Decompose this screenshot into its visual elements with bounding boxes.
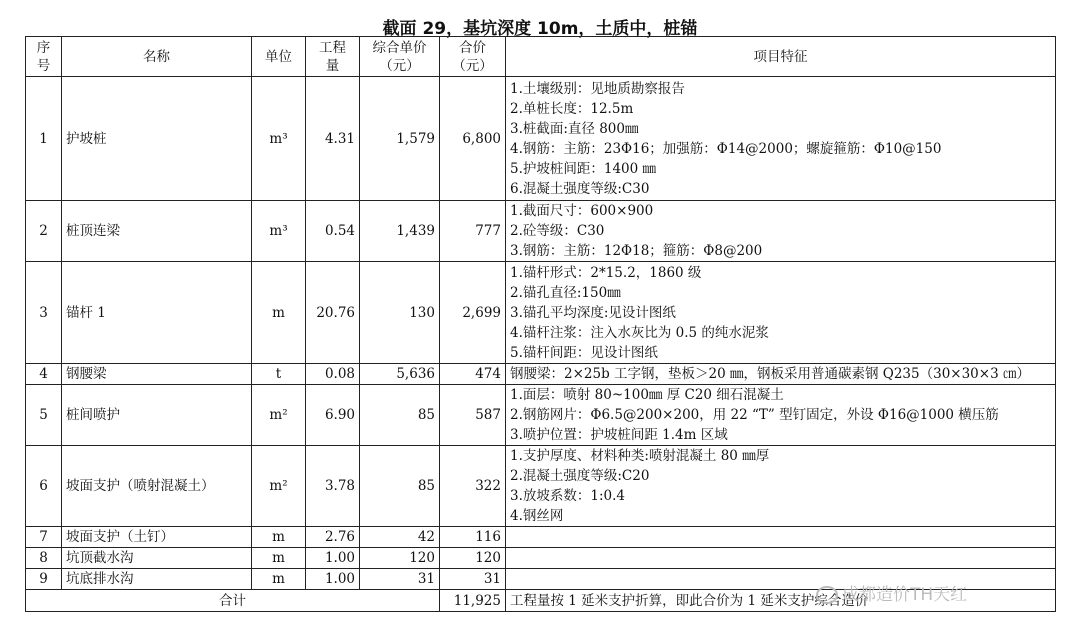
cell-seq: 3 [26, 262, 62, 364]
cell-total: 777 [440, 201, 506, 262]
cell-seq: 8 [26, 548, 62, 569]
cell-feature [506, 201, 1056, 262]
cell-unit: t [252, 364, 306, 385]
header-price: 综合单价 （元） [360, 37, 440, 77]
cell-unit: m³ [252, 201, 306, 262]
cell-qty: 2.76 [306, 527, 360, 548]
table-row [26, 201, 1056, 262]
cell-unit: m [252, 262, 306, 364]
cell-seq: 6 [26, 446, 62, 527]
summary-note: 工程量按 1 延米支护折算，即此合价为 1 延米支护综合造价 [506, 590, 1056, 612]
cell-qty: 20.76 [306, 262, 360, 364]
cell-price: 85 [360, 446, 440, 527]
feature-line: 6.混凝土强度等级:C30 [510, 180, 650, 197]
feature-line: 2.单桩长度：12.5m [510, 100, 634, 117]
cell-qty: 3.78 [306, 446, 360, 527]
summary-total: 11,925 [440, 590, 506, 612]
feature-line: 1.土壤级别：见地质勘察报告 [510, 80, 685, 97]
table-row [26, 262, 1056, 364]
cell-seq: 9 [26, 569, 62, 590]
cell-total: 120 [440, 548, 506, 569]
feature-line: 1.截面尺寸：600×900 [510, 203, 654, 219]
cell-total: 6,800 [440, 77, 506, 201]
feature-line: 5.锚杆间距：见设计图纸 [510, 344, 658, 361]
table-row [26, 446, 1056, 527]
feature-line: 4.锚杆注浆：注入水灰比为 0.5 的纯水泥浆 [510, 324, 769, 341]
cell-feature [506, 527, 1056, 548]
watermark [816, 580, 967, 605]
cell-price: 1,439 [360, 201, 440, 262]
cell-qty: 0.08 [306, 364, 360, 385]
cell-feature [506, 548, 1056, 569]
cell-unit: m [252, 527, 306, 548]
cell-price: 120 [360, 548, 440, 569]
cell-qty: 1.00 [306, 548, 360, 569]
cell-price: 85 [360, 385, 440, 446]
table-row [26, 527, 1056, 548]
cost-table [25, 36, 1056, 612]
cell-price: 42 [360, 527, 440, 548]
table-row [26, 364, 1056, 385]
cell-total: 587 [440, 385, 506, 446]
cell-unit: m [252, 569, 306, 590]
cell-name: 坡面支护（喷射混凝土） [62, 446, 252, 527]
cell-qty: 4.31 [306, 77, 360, 201]
cell-feature [506, 77, 1056, 201]
table-row [26, 77, 1056, 201]
table-row [26, 385, 1056, 446]
cell-total: 474 [440, 364, 506, 385]
header-name: 名称 [62, 37, 252, 77]
header-qty: 工程 量 [306, 37, 360, 77]
table-row [26, 548, 1056, 569]
cell-name: 坡面支护（土钉） [62, 527, 252, 548]
feature-line: 1.锚杆形式：2*15.2，1860 级 [510, 264, 702, 281]
cell-qty: 6.90 [306, 385, 360, 446]
cell-total: 31 [440, 569, 506, 590]
cell-price: 31 [360, 569, 440, 590]
cell-feature [506, 364, 1056, 385]
cell-feature [506, 385, 1056, 446]
cell-feature [506, 569, 1056, 590]
feature-line: 3.锚孔平均深度:见设计图纸 [510, 304, 676, 321]
cell-name: 坑顶截水沟 [62, 548, 252, 569]
feature-line: 4.钢丝网 [510, 508, 564, 524]
cell-price: 1,579 [360, 77, 440, 201]
feature-line: 4.钢筋：主筋：23Φ16；加强筋：Φ14@2000；螺旋箍筋：Φ10@150 [510, 140, 942, 157]
cell-name: 坑底排水沟 [62, 569, 252, 590]
feature-line: 5.护坡桩间距：1400 ㎜ [510, 160, 657, 177]
feature-line: 3.桩截面:直径 800㎜ [510, 120, 639, 137]
feature-line: 2.钢筋网片：Φ6.5@200×200，用 22 “T” 型钉固定，外设 Φ16@1000 横压筋 [510, 407, 999, 423]
cell-seq: 2 [26, 201, 62, 262]
cell-seq: 7 [26, 527, 62, 548]
header-seq: 序 号 [26, 37, 62, 77]
document-title: 截面 29，基坑深度 10m，土质中，桩锚 [382, 19, 698, 39]
wechat-icon [816, 586, 838, 604]
feature-line: 1.支护厚度、材料种类:喷射混凝土 80 ㎜厚 [510, 448, 770, 464]
cell-name: 锚杆 1 [62, 262, 252, 364]
cell-unit: m [252, 548, 306, 569]
feature-line: 3.放坡系数：1:0.4 [510, 488, 625, 504]
cell-unit: m³ [252, 77, 306, 201]
cell-seq: 5 [26, 385, 62, 446]
cell-total: 2,699 [440, 262, 506, 364]
cell-unit: m² [252, 385, 306, 446]
cell-total: 322 [440, 446, 506, 527]
feature-line: 1.面层：喷射 80~100㎜ 厚 C20 细石混凝土 [510, 387, 784, 403]
cell-name: 钢腰梁 [62, 364, 252, 385]
feature-line: 3.喷护位置：护坡桩间距 1.4m 区域 [510, 427, 728, 443]
header-unit: 单位 [252, 37, 306, 77]
cell-total: 116 [440, 527, 506, 548]
cell-feature [506, 446, 1056, 527]
feature-line: 钢腰梁：2×25b 工字钢，垫板＞20 ㎜，钢板采用普通碳素钢 Q235（30×30×3 ㎝） [510, 366, 1030, 382]
cell-qty: 0.54 [306, 201, 360, 262]
cell-seq: 4 [26, 364, 62, 385]
feature-line: 3.钢筋：主筋：12Φ18；箍筋：Φ8@200 [510, 243, 763, 259]
cell-name: 桩间喷护 [62, 385, 252, 446]
feature-line: 2.锚孔直径:150㎜ [510, 284, 621, 301]
feature-line: 2.砼等级：C30 [510, 223, 605, 239]
cell-unit: m² [252, 446, 306, 527]
header-feature: 项目特征 [506, 37, 1056, 77]
cell-qty: 1.00 [306, 569, 360, 590]
cell-name: 桩顶连梁 [62, 201, 252, 262]
cell-seq: 1 [26, 77, 62, 201]
cell-feature [506, 262, 1056, 364]
feature-line: 2.混凝土强度等级:C20 [510, 468, 650, 484]
cell-name: 护坡桩 [62, 77, 252, 201]
summary-label: 合计 [26, 590, 440, 612]
cell-price: 5,636 [360, 364, 440, 385]
header-row [26, 37, 1056, 77]
watermark-text: 成都造价TH天红 [842, 585, 968, 605]
cell-price: 130 [360, 262, 440, 364]
header-total: 合价 （元） [440, 37, 506, 77]
